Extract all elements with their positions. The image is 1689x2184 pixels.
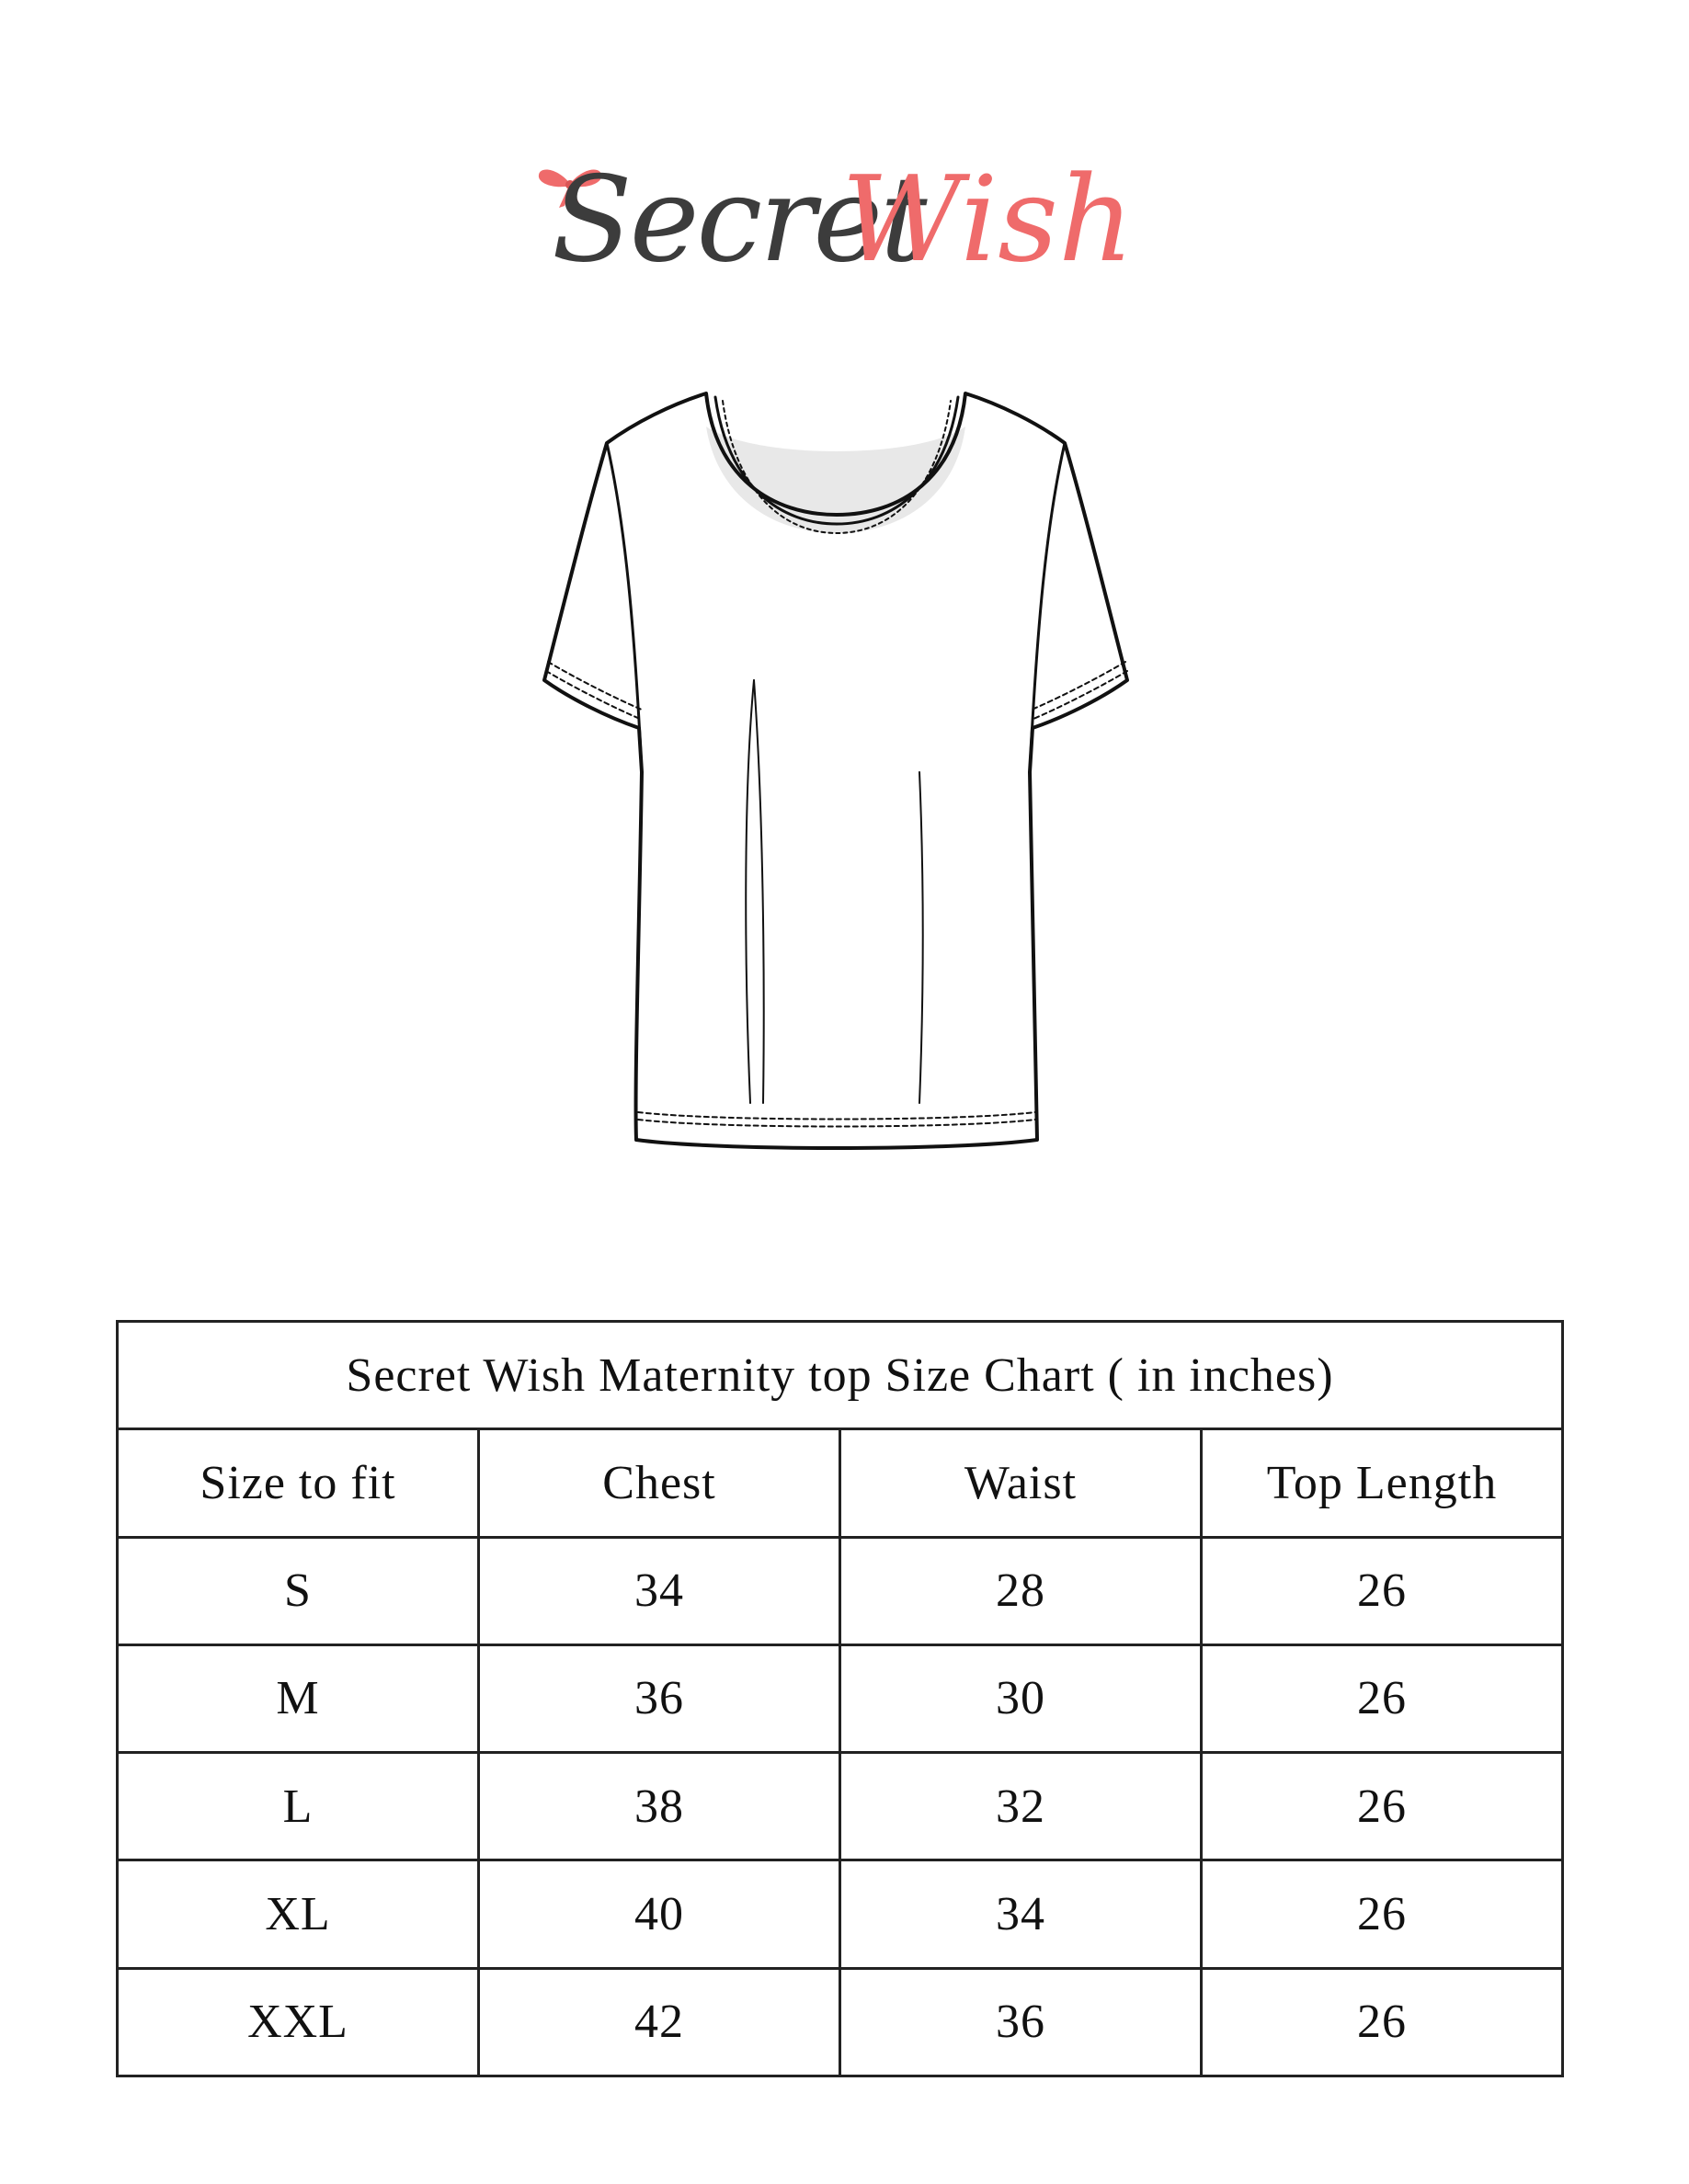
- tshirt-icon: [533, 386, 1140, 1158]
- table-title-row: [118, 1322, 1563, 1429]
- cell-size: XXL: [118, 1968, 479, 2076]
- size-chart-table: [116, 1320, 1564, 2077]
- cell-top-length: 26: [1202, 1860, 1563, 1968]
- header-size-to-fit: Size to fit: [118, 1429, 479, 1537]
- cell-chest: 42: [479, 1968, 840, 2076]
- cell-waist: 30: [840, 1644, 1202, 1752]
- table-row: [118, 1860, 1563, 1968]
- cell-size: S: [118, 1537, 479, 1644]
- header-chest: Chest: [479, 1429, 840, 1537]
- header-waist: Waist: [840, 1429, 1202, 1537]
- cell-size: M: [118, 1644, 479, 1752]
- cell-top-length: 26: [1202, 1644, 1563, 1752]
- cell-size: XL: [118, 1860, 479, 1968]
- table-row: [118, 1968, 1563, 2076]
- cell-waist: 34: [840, 1860, 1202, 1968]
- table-row: [118, 1753, 1563, 1860]
- brand-word-wish: Wish: [841, 152, 1135, 289]
- cell-waist: 36: [840, 1968, 1202, 2076]
- cell-chest: 38: [479, 1753, 840, 1860]
- cell-waist: 32: [840, 1753, 1202, 1860]
- cell-chest: 36: [479, 1644, 840, 1752]
- table-row: [118, 1644, 1563, 1752]
- header-top-length: Top Length: [1202, 1429, 1563, 1537]
- cell-chest: 40: [479, 1860, 840, 1968]
- table-title: Secret Wish Maternity top Size Chart ( in inches): [118, 1322, 1563, 1429]
- cell-size: L: [118, 1753, 479, 1860]
- cell-waist: 28: [840, 1537, 1202, 1644]
- cell-top-length: 26: [1202, 1537, 1563, 1644]
- cell-chest: 34: [479, 1537, 840, 1644]
- table-header-row: [118, 1429, 1563, 1537]
- brand-word-secret: Secret: [552, 152, 925, 289]
- brand-logo: [515, 129, 1158, 313]
- table-row: [118, 1537, 1563, 1644]
- cell-top-length: 26: [1202, 1968, 1563, 2076]
- cell-top-length: 26: [1202, 1753, 1563, 1860]
